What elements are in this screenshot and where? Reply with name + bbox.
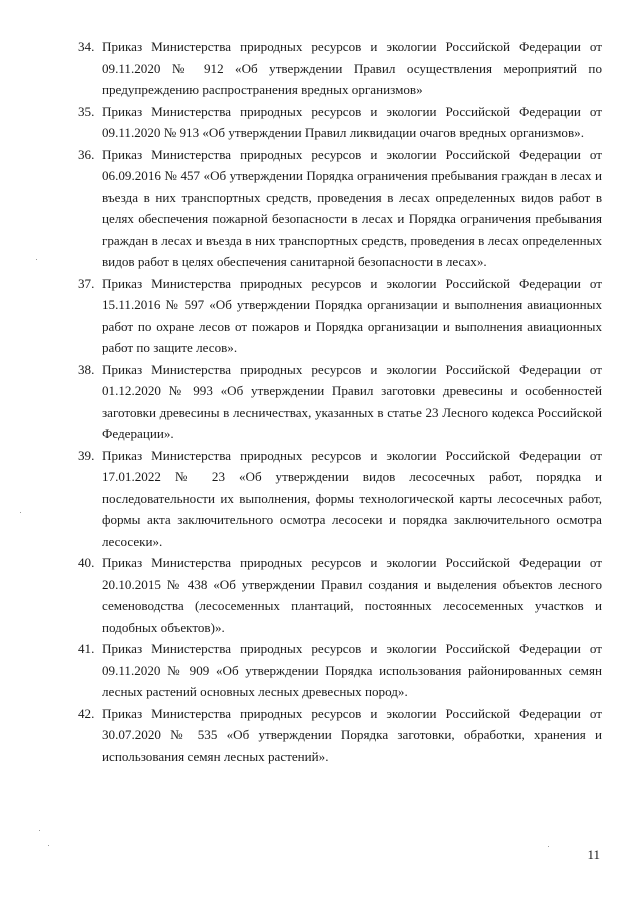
item-text: Приказ Министерства природных ресурсов и экологии Российской Федерации от 15.11.2016 № 597 «Об утверждении Порядка организации и выполнения авиационных работ по охране лесов от пожаров и Порядка организации и выполнения авиационных работ по защите лесов». — [102, 275, 602, 355]
list-item — [74, 144, 602, 273]
item-number: 37. — [78, 275, 95, 291]
list-item — [74, 552, 602, 638]
item-text: Приказ Министерства природных ресурсов и экологии Российской Федерации от 06.09.2016 № 457 «Об утверждении Порядка ограничения пребывания граждан в лесах и въезда в них транспортных средств, проведения в лесах определенных видов работ в целях обеспечения пожарной безопасности в лесах и Порядка ограничения пребывания граждан в лесах и въезда в них транспортных средств, проведения в лесах определенных видов работ в целях обеспечения санитарной безопасности в лесах». — [102, 146, 602, 269]
list-item — [74, 703, 602, 768]
scan-speck — [20, 512, 21, 513]
item-text: Приказ Министерства природных ресурсов и экологии Российской Федерации от 09.11.2020 № 913 «Об утверждении Правил ликвидации очагов вредных организмов». — [102, 103, 602, 140]
item-number: 34. — [78, 39, 95, 54]
item-number: 35. — [78, 103, 95, 119]
page-number: 11 — [587, 847, 600, 862]
item-number: 42. — [78, 705, 95, 721]
item-text: Приказ Министерства природных ресурсов и экологии Российской Федерации от 09.11.2020 № 909 «Об утверждении Порядка использования районированных семян лесных растений основных лесных древесных пород». — [102, 641, 602, 699]
list-item — [74, 638, 602, 703]
scan-speck — [36, 259, 37, 260]
scan-speck — [39, 830, 40, 831]
scan-speck — [48, 845, 49, 846]
list-item — [74, 273, 602, 359]
item-number: 40. — [78, 555, 95, 570]
order-list — [74, 36, 602, 767]
item-text: Приказ Министерства природных ресурсов и экологии Российской Федерации от 09.11.2020 № 912 «Об утверждении Правил осуществления мероприятий по предупреждению распространения вредных организмов» — [102, 39, 602, 97]
list-item — [74, 359, 602, 445]
item-text: Приказ Министерства природных ресурсов и экологии Российской Федерации от 30.07.2020 № 535 «Об утверждении Порядка заготовки, обработки, хранения и использования семян лесных растений». — [102, 705, 602, 764]
item-text: Приказ Министерства природных ресурсов и экологии Российской Федерации от 17.01.2022 № 23 «Об утверждении видов лесосечных работ, порядка и последовательности их выполнения, формы технологической карты лесосечных работ, формы акта заключительного осмотра лесосеки и порядка заключительного осмотра лесосеки». — [102, 447, 602, 549]
item-text: Приказ Министерства природных ресурсов и экологии Российской Федерации от 01.12.2020 № 993 «Об утверждении Правил заготовки древесины и особенностей заготовки древесины в лесничествах, указанных в статье 23 Лесного кодекса Российской Федерации». — [102, 361, 602, 441]
list-item — [74, 445, 602, 553]
item-number: 39. — [78, 447, 95, 463]
item-number: 36. — [78, 146, 95, 162]
item-number: 38. — [78, 361, 95, 377]
item-text: Приказ Министерства природных ресурсов и экологии Российской Федерации от 20.10.2015 № 438 «Об утверждении Правил создания и выделения объектов лесного семеноводства (лесосеменных плантаций, постоянных лесосеменных участков и подобных объектов)». — [102, 555, 602, 635]
scan-speck — [548, 846, 549, 847]
list-item — [74, 36, 602, 101]
item-number: 41. — [78, 641, 95, 656]
list-item — [74, 101, 602, 144]
